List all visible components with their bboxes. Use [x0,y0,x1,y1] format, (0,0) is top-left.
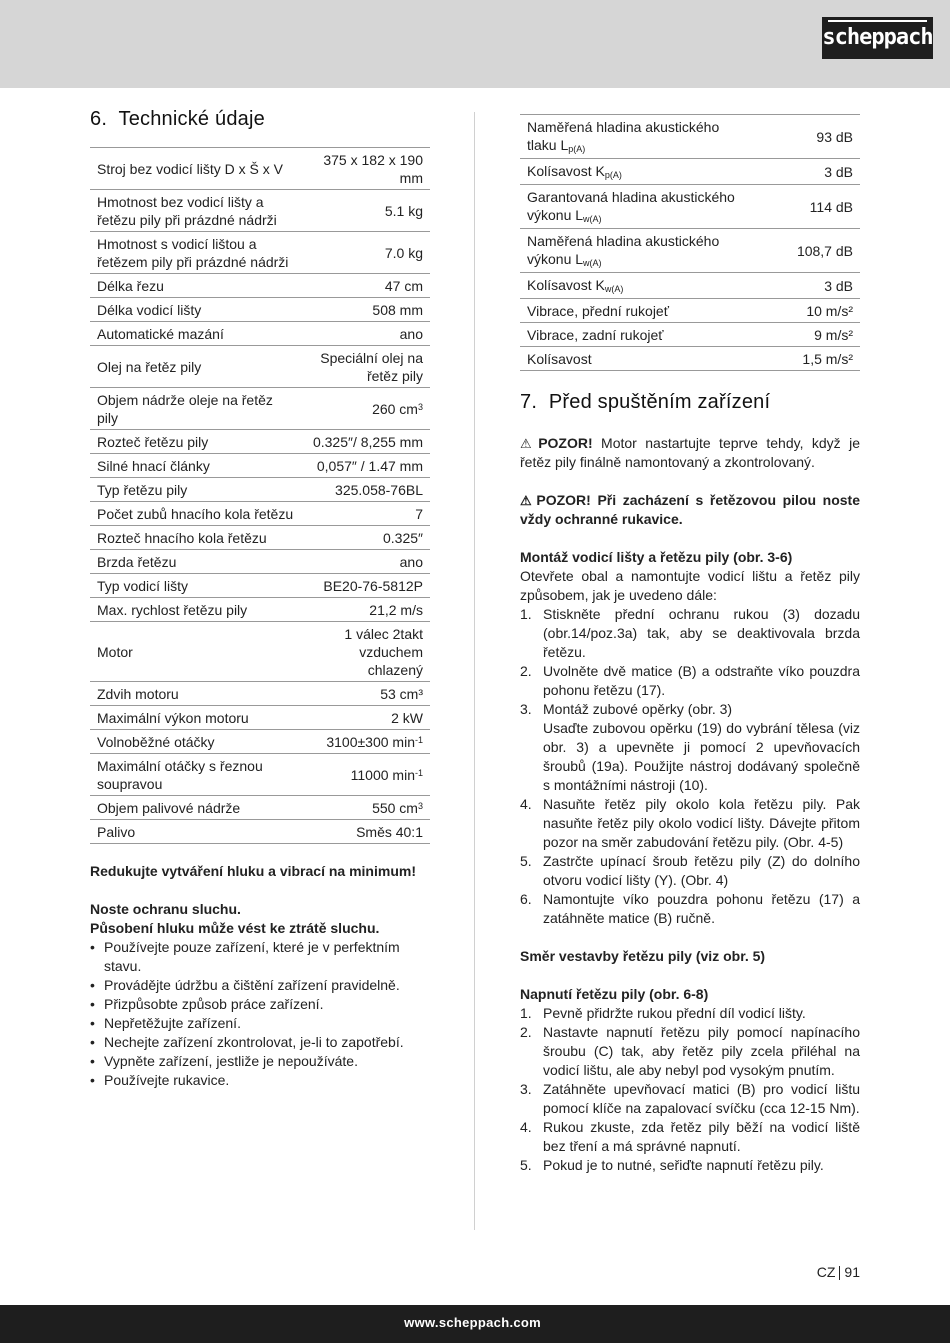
row-value [755,185,860,229]
step-item [520,1118,860,1156]
value-text: ano [399,554,423,570]
value-text: 53 cm³ [380,686,423,702]
step-number: 5. [520,853,532,869]
label-subscript: p(A) [568,144,586,154]
step-text: Rukou zkuste, zda řetěz pily běží na vodicí liště bez tření a má správné napnutí. [543,1119,860,1154]
row-label [90,478,300,502]
value-superscript: -1 [414,768,423,778]
row-value [300,502,430,526]
row-value [300,754,430,796]
value-text: 550 cm [372,800,418,816]
label-text: Silné hnací články [97,458,210,474]
row-value [755,229,860,273]
step-number: 1. [520,1005,532,1021]
bullet-item: • Provádějte údržbu a čištění zařízení pravidelně. [90,976,430,995]
value-text: 47 cm [384,278,423,294]
row-label [90,346,300,388]
value-text: 10 m/s² [806,303,853,319]
bullet-item: • Vypněte zařízení, jestliže je nepoužíváte. [90,1052,430,1071]
warning-label: POZOR! [538,435,593,451]
value-text: 325.058-76BL [335,482,423,498]
section-title-text: Před spuštěním zařízení [548,391,771,413]
row-label [90,454,300,478]
value-text: 1 válec 2takt vzduchem chlazený [344,626,423,678]
left-column [90,108,430,1090]
value-text: 3 dB [824,164,853,180]
bullet-item: • Nechejte zařízení zkontrolovat, je-li to zapotřebí. [90,1033,430,1052]
section-7-title [520,391,860,414]
mount-steps-list [520,605,860,928]
value-superscript: 3 [417,801,423,811]
step-text: Zastrčte upínací šroub řetězu pily (Z) do dolního otvoru vodicí lišty (Y). (Obr. 4) [543,853,860,888]
label-text: Typ vodicí lišty [97,578,189,594]
bullet-item: • Používejte rukavice. [90,1071,430,1090]
noise-vibration-table [520,114,860,371]
label-subscript: w(A) [583,258,602,268]
value-text: 375 x 182 x 190 mm [323,152,423,186]
table-row [520,185,860,229]
step-number: 3. [520,1081,532,1097]
label-subscript: w(A) [583,214,602,224]
step-item [520,1023,860,1080]
step-item [520,1004,860,1023]
mount-heading: Montáž vodicí lišty a řetězu pily (obr. 3-6) [520,549,793,565]
row-label [90,322,300,346]
row-value [755,273,860,299]
section-title-text: Technické údaje [118,108,265,130]
row-value [300,598,430,622]
table-row [520,273,860,299]
value-text: ano [399,326,423,342]
label-text: Zdvih motoru [97,686,179,702]
warning-triangle-icon: ⚠ [520,493,535,508]
row-label [90,298,300,322]
row-label [520,299,755,323]
row-value [300,706,430,730]
label-text: Rozteč hnacího kola řetězu [97,530,267,546]
step-item [520,605,860,662]
table-row [520,159,860,185]
value-text: 260 cm [372,401,418,417]
label-text: Počet zubů hnacího kola řetězu [97,506,294,522]
table-row [90,346,430,388]
row-value [755,159,860,185]
row-label [90,526,300,550]
value-text: 114 dB [809,199,853,215]
step-item [520,852,860,890]
label-subscript: p(A) [604,170,622,180]
warning-2 [520,491,860,529]
step-text: Montáž zubové opěrky (obr. 3) [543,701,733,717]
row-label [520,159,755,185]
step-text: Zatáhněte upevňovací matici (B) pro vodicí lištu pomocí klíče na zapalovací svíčku (cca 12-15 Nm). [543,1081,860,1116]
row-value [300,574,430,598]
table-row [520,299,860,323]
label-text: Hmotnost s vodicí lištou a řetězem pily při prázdné nádrži [97,236,289,270]
row-label [90,796,300,820]
row-value [300,682,430,706]
table-row [90,526,430,550]
step-number: 5. [520,1157,532,1173]
row-label [520,273,755,299]
step-text: Uvolněte dvě matice (B) a odstraňte víko pouzdra pohonu řetězu (17). [543,663,860,698]
row-label [90,232,300,274]
tension-steps-list [520,1004,860,1175]
label-text: Motor [97,644,133,660]
value-text: 93 dB [816,129,853,145]
row-label [90,730,300,754]
label-text: Objem nádrže oleje na řetěz pily [97,392,273,426]
table-row [90,148,430,190]
value-text: 21,2 m/s [369,602,423,618]
row-label [520,115,755,159]
row-value [300,820,430,844]
value-text: Směs 40:1 [356,824,423,840]
row-value [300,322,430,346]
table-row [520,229,860,273]
value-text: 7 [415,506,423,522]
value-text: 0.325″ [383,530,423,546]
page-separator [839,1266,840,1280]
label-text: Max. rychlost řetězu pily [97,602,248,618]
table-row [520,347,860,371]
label-text: Délka vodicí lišty [97,302,202,318]
value-superscript: 3 [417,402,423,412]
row-value [755,299,860,323]
warning-1 [520,434,860,472]
tension-heading: Napnutí řetězu pily (obr. 6-8) [520,986,709,1002]
page-number [790,1264,860,1280]
label-text: Objem palivové nádrže [97,800,241,816]
row-label [90,820,300,844]
step-item [520,1080,860,1118]
row-label [90,754,300,796]
table-row [90,598,430,622]
row-value [300,274,430,298]
row-label [520,323,755,347]
step-text: Stiskněte přední ochranu rukou (3) dozadu (obr.14/poz.3a) tak, aby se deaktivovala brzda řetězu. [543,606,860,660]
row-value [300,346,430,388]
label-text: Palivo [97,824,136,840]
label-text: Délka řezu [97,278,164,294]
table-row [520,323,860,347]
step-number: 4. [520,1119,532,1135]
table-row [90,682,430,706]
table-row [90,298,430,322]
bullet-item: • Používejte pouze zařízení, které je v perfektním stavu. [90,938,430,976]
label-text: Maximální otáčky s řeznou soupravou [97,758,263,792]
label-text: Kolísavost [527,351,592,367]
row-value [300,526,430,550]
label-text: Kolísavost K [527,277,605,293]
row-value [755,347,860,371]
value-text: 3100±300 min [326,734,415,750]
row-value [755,323,860,347]
label-text: Automatické mazání [97,326,224,342]
website-link[interactable]: www.scheppach.com [404,1315,541,1330]
value-text: 7.0 kg [384,245,423,261]
row-value [300,454,430,478]
label-text: Vibrace, zadní rukojeť [527,327,664,343]
label-text: Brzda řetězu [97,554,177,570]
warning-text: POZOR! Při zacházení s řetězovou pilou noste vždy ochranné rukavice. [520,492,861,527]
direction-heading: Směr vestavby řetězu pily (viz obr. 5) [520,948,766,964]
table-row [90,454,430,478]
step-text: Nasuňte řetěz pily okolo kola řetězu pily. Pak nasuňte řetěz pily okolo vodicí lišty. Dávejte přitom pozor na směr zabudování řetězu pily. (Obr. 4-5) [543,796,860,850]
table-row [90,478,430,502]
warning-text: Motor nastartujte teprve tehdy, když je řetěz pily finálně namontovaný a zkontrolovaný. [520,435,861,470]
row-label [90,502,300,526]
table-row [90,622,430,682]
row-label [520,347,755,371]
label-text: Typ řetězu pily [97,482,188,498]
label-subscript: w(A) [604,284,624,294]
table-row [90,730,430,754]
row-label [90,574,300,598]
value-text: 3 dB [824,278,853,294]
row-value [755,115,860,159]
value-superscript: -1 [414,735,423,745]
label-text: Kolísavost K [527,163,605,179]
table-row [90,754,430,796]
row-value [300,190,430,232]
step-number: 3. [520,701,532,717]
value-text: 108,7 dB [796,243,853,259]
row-label [90,388,300,430]
section-number: 7. [520,391,538,413]
step-item [520,662,860,700]
row-label [90,148,300,190]
step-text: Nastavte napnutí řetězu pily pomocí napínacího šroubu (C) tak, aby řetěz pily zcela přiléhal na vodicí lištu, ale aby nebyl pod vysokým pnutím. [543,1024,860,1078]
value-text: 508 mm [372,302,423,318]
step-subtext: Usaďte zubovou opěrku (19) do vybrání tělesa (viz obr. 3) a upevněte ji pomocí 2 upevňovacích šroubů (19a). Použijte nástroj dodávaný společně s montážními nástroji (10). [543,720,860,793]
value-text: 11000 min [350,767,415,783]
step-text: Pevně přidržte rukou přední díl vodicí lišty. [543,1005,806,1021]
row-value [300,388,430,430]
warning-triangle-icon: ⚠ [520,436,537,451]
row-value [300,730,430,754]
table-row [90,706,430,730]
step-text: Pokud je to nutné, seřiďte napnutí řetězu pily. [543,1157,824,1173]
label-text: Olej na řetěz pily [97,359,202,375]
row-label [520,185,755,229]
row-value [300,550,430,574]
table-row [90,322,430,346]
noise-reduction-heading: Redukujte vytváření hluku a vibrací na minimum! [90,863,416,879]
step-number: 2. [520,663,532,679]
row-value [300,148,430,190]
row-label [520,229,755,273]
page-num: 91 [844,1264,860,1280]
row-label [90,682,300,706]
label-text: Garantovaná hladina akustického výkonu L [527,189,735,223]
value-text: 9 m/s² [814,327,853,343]
label-text: Naměřená hladina akustického tlaku L [527,119,720,153]
row-label [90,550,300,574]
step-text: Namontujte víko pouzdra pohonu řetězu (17) a zatáhněte matice (B) ručně. [543,891,860,926]
table-row [90,820,430,844]
hearing-protection-line: Noste ochranu sluchu. [90,901,241,917]
hearing-loss-line: Působení hluku může vést ke ztrátě sluchu. [90,920,380,936]
row-label [90,706,300,730]
step-number: 1. [520,606,532,622]
row-label [90,190,300,232]
column-divider [474,112,475,1230]
step-number: 6. [520,891,532,907]
table-row [520,115,860,159]
label-text: Hmotnost bez vodicí lišty a řetězu pily při prázdné nádrži [97,194,277,228]
row-value [300,622,430,682]
label-text: Naměřená hladina akustického výkonu L [527,233,720,267]
label-text: Volnoběžné otáčky [97,734,215,750]
step-number: 4. [520,796,532,812]
label-text: Rozteč řetězu pily [97,434,209,450]
row-label [90,598,300,622]
table-row [90,232,430,274]
table-row [90,502,430,526]
technical-data-table [90,147,430,844]
step-item [520,890,860,928]
value-text: 1,5 m/s² [802,351,853,367]
value-text: 5.1 kg [384,203,423,219]
row-label [90,430,300,454]
table-row [90,574,430,598]
table-row [90,796,430,820]
step-item [520,1156,860,1175]
value-text: 2 kW [391,710,423,726]
right-column [520,114,860,1175]
section-number: 6. [90,108,108,130]
row-value [300,430,430,454]
footer-bar [0,1305,950,1343]
value-text: BE20-76-5812P [323,578,423,594]
value-text: 0,057″ / 1.47 mm [316,458,423,474]
row-value [300,298,430,322]
row-value [300,796,430,820]
header-bar [0,0,950,88]
row-label [90,622,300,682]
table-row [90,274,430,298]
value-text: Speciální olej na řetěz pily [320,350,423,384]
section-6-title [90,108,430,131]
bullet-item: • Nepřetěžujte zařízení. [90,1014,430,1033]
row-value [300,478,430,502]
step-item [520,700,860,795]
brand-logo: scheppach [822,17,933,59]
step-item [520,795,860,852]
row-label [90,274,300,298]
label-text: Stroj bez vodicí lišty D x Š x V [97,161,283,177]
safety-bullet-list [90,938,430,1090]
label-text: Maximální výkon motoru [97,710,249,726]
value-text: 0.325″/ 8,255 mm [312,434,423,450]
mount-intro: Otevřete obal a namontujte vodicí lištu a řetěz pily způsobem, jak je uvedeno dále: [520,568,860,603]
language-code: CZ [816,1264,836,1280]
table-row [90,430,430,454]
bullet-item: • Přizpůsobte způsob práce zařízení. [90,995,430,1014]
table-row [90,388,430,430]
table-row [90,550,430,574]
label-text: Vibrace, přední rukojeť [527,303,669,319]
table-row [90,190,430,232]
row-value [300,232,430,274]
step-number: 2. [520,1024,532,1040]
